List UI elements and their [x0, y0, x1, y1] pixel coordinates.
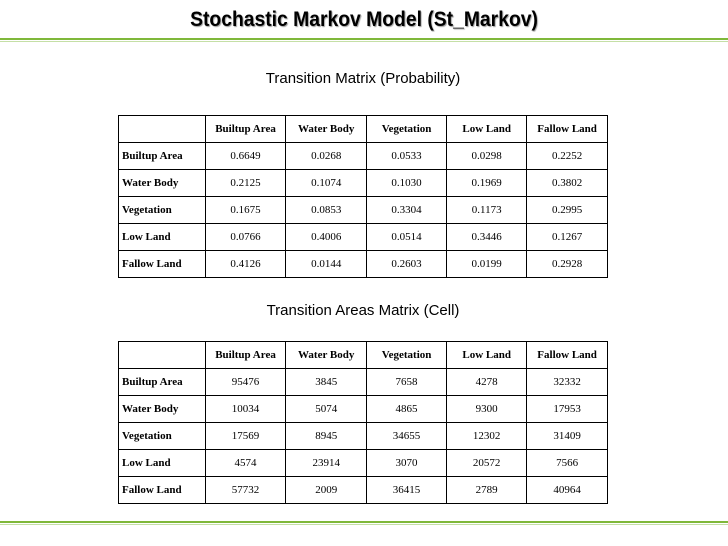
- table-header-row: [119, 116, 608, 143]
- table-cell: 0.2603: [366, 251, 446, 278]
- column-header: Fallow Land: [527, 342, 608, 369]
- table-cell: 4865: [366, 396, 446, 423]
- table-cell: 0.1969: [447, 170, 527, 197]
- column-header: Low Land: [447, 116, 527, 143]
- bottom-divider: [0, 521, 728, 523]
- table-cell: 57732: [205, 477, 286, 504]
- table-cell: 40964: [527, 477, 608, 504]
- probability-matrix-table: [118, 115, 608, 278]
- row-header: Vegetation: [119, 423, 206, 450]
- row-header: Builtup Area: [119, 369, 206, 396]
- table-cell: 20572: [447, 450, 527, 477]
- table-row: [119, 224, 608, 251]
- row-header: Fallow Land: [119, 251, 206, 278]
- table-cell: 10034: [205, 396, 286, 423]
- row-header: Vegetation: [119, 197, 206, 224]
- table-row: [119, 477, 608, 504]
- table-row: [119, 197, 608, 224]
- table-cell: 4278: [447, 369, 527, 396]
- table-cell: 0.2995: [527, 197, 608, 224]
- table-cell: 0.1030: [366, 170, 446, 197]
- table-cell: 0.2928: [527, 251, 608, 278]
- table-cell: 2009: [286, 477, 367, 504]
- table-cell: 0.6649: [205, 143, 286, 170]
- table-cell: 36415: [366, 477, 446, 504]
- column-header: Builtup Area: [205, 116, 286, 143]
- table-row: [119, 143, 608, 170]
- slide-title: Stochastic Markov Model (St_Markov): [190, 8, 538, 31]
- table-cell: 4574: [205, 450, 286, 477]
- row-header: Low Land: [119, 224, 206, 251]
- column-header: Builtup Area: [205, 342, 286, 369]
- table-cell: 0.3446: [447, 224, 527, 251]
- column-header: Vegetation: [366, 342, 446, 369]
- table-cell: 0.1173: [447, 197, 527, 224]
- row-header: Low Land: [119, 450, 206, 477]
- bottom-divider-shadow: [0, 524, 728, 525]
- probability-matrix-title: Transition Matrix (Probability): [265, 70, 461, 87]
- table-cell: 95476: [205, 369, 286, 396]
- table-cell: 32332: [527, 369, 608, 396]
- row-header: Water Body: [119, 170, 206, 197]
- area-matrix-table: [118, 341, 608, 504]
- table-row: [119, 170, 608, 197]
- table-cell: 7658: [366, 369, 446, 396]
- corner-cell: [119, 116, 206, 143]
- table-row: [119, 423, 608, 450]
- column-header: Low Land: [447, 342, 527, 369]
- table-cell: 5074: [286, 396, 367, 423]
- table-cell: 0.3802: [527, 170, 608, 197]
- table-header-row: [119, 342, 608, 369]
- table-cell: 0.0144: [286, 251, 367, 278]
- table-cell: 17953: [527, 396, 608, 423]
- table-cell: 0.0199: [447, 251, 527, 278]
- table-cell: 0.1675: [205, 197, 286, 224]
- table-cell: 31409: [527, 423, 608, 450]
- table-row: [119, 396, 608, 423]
- table-row: [119, 251, 608, 278]
- table-cell: 0.3304: [366, 197, 446, 224]
- table-cell: 0.4126: [205, 251, 286, 278]
- column-header: Water Body: [286, 342, 367, 369]
- table-cell: 34655: [366, 423, 446, 450]
- row-header: Water Body: [119, 396, 206, 423]
- table-cell: 0.1074: [286, 170, 367, 197]
- table-cell: 0.1267: [527, 224, 608, 251]
- column-header: Fallow Land: [527, 116, 608, 143]
- table-cell: 0.0298: [447, 143, 527, 170]
- table-row: [119, 450, 608, 477]
- corner-cell: [119, 342, 206, 369]
- table-cell: 0.2252: [527, 143, 608, 170]
- table-cell: 0.0766: [205, 224, 286, 251]
- table-cell: 17569: [205, 423, 286, 450]
- table-cell: 12302: [447, 423, 527, 450]
- area-matrix-title: Transition Areas Matrix (Cell): [266, 302, 460, 319]
- column-header: Vegetation: [366, 116, 446, 143]
- table-cell: 23914: [286, 450, 367, 477]
- table-cell: 9300: [447, 396, 527, 423]
- table-cell: 0.2125: [205, 170, 286, 197]
- table-cell: 0.0268: [286, 143, 367, 170]
- column-header: Water Body: [286, 116, 367, 143]
- table-cell: 2789: [447, 477, 527, 504]
- row-header: Builtup Area: [119, 143, 206, 170]
- table-row: [119, 369, 608, 396]
- table-cell: 0.0533: [366, 143, 446, 170]
- table-cell: 7566: [527, 450, 608, 477]
- table-cell: 3845: [286, 369, 367, 396]
- table-cell: 0.0853: [286, 197, 367, 224]
- table-cell: 3070: [366, 450, 446, 477]
- top-divider: [0, 38, 728, 40]
- top-divider-shadow: [0, 41, 728, 42]
- row-header: Fallow Land: [119, 477, 206, 504]
- table-cell: 8945: [286, 423, 367, 450]
- table-cell: 0.0514: [366, 224, 446, 251]
- table-cell: 0.4006: [286, 224, 367, 251]
